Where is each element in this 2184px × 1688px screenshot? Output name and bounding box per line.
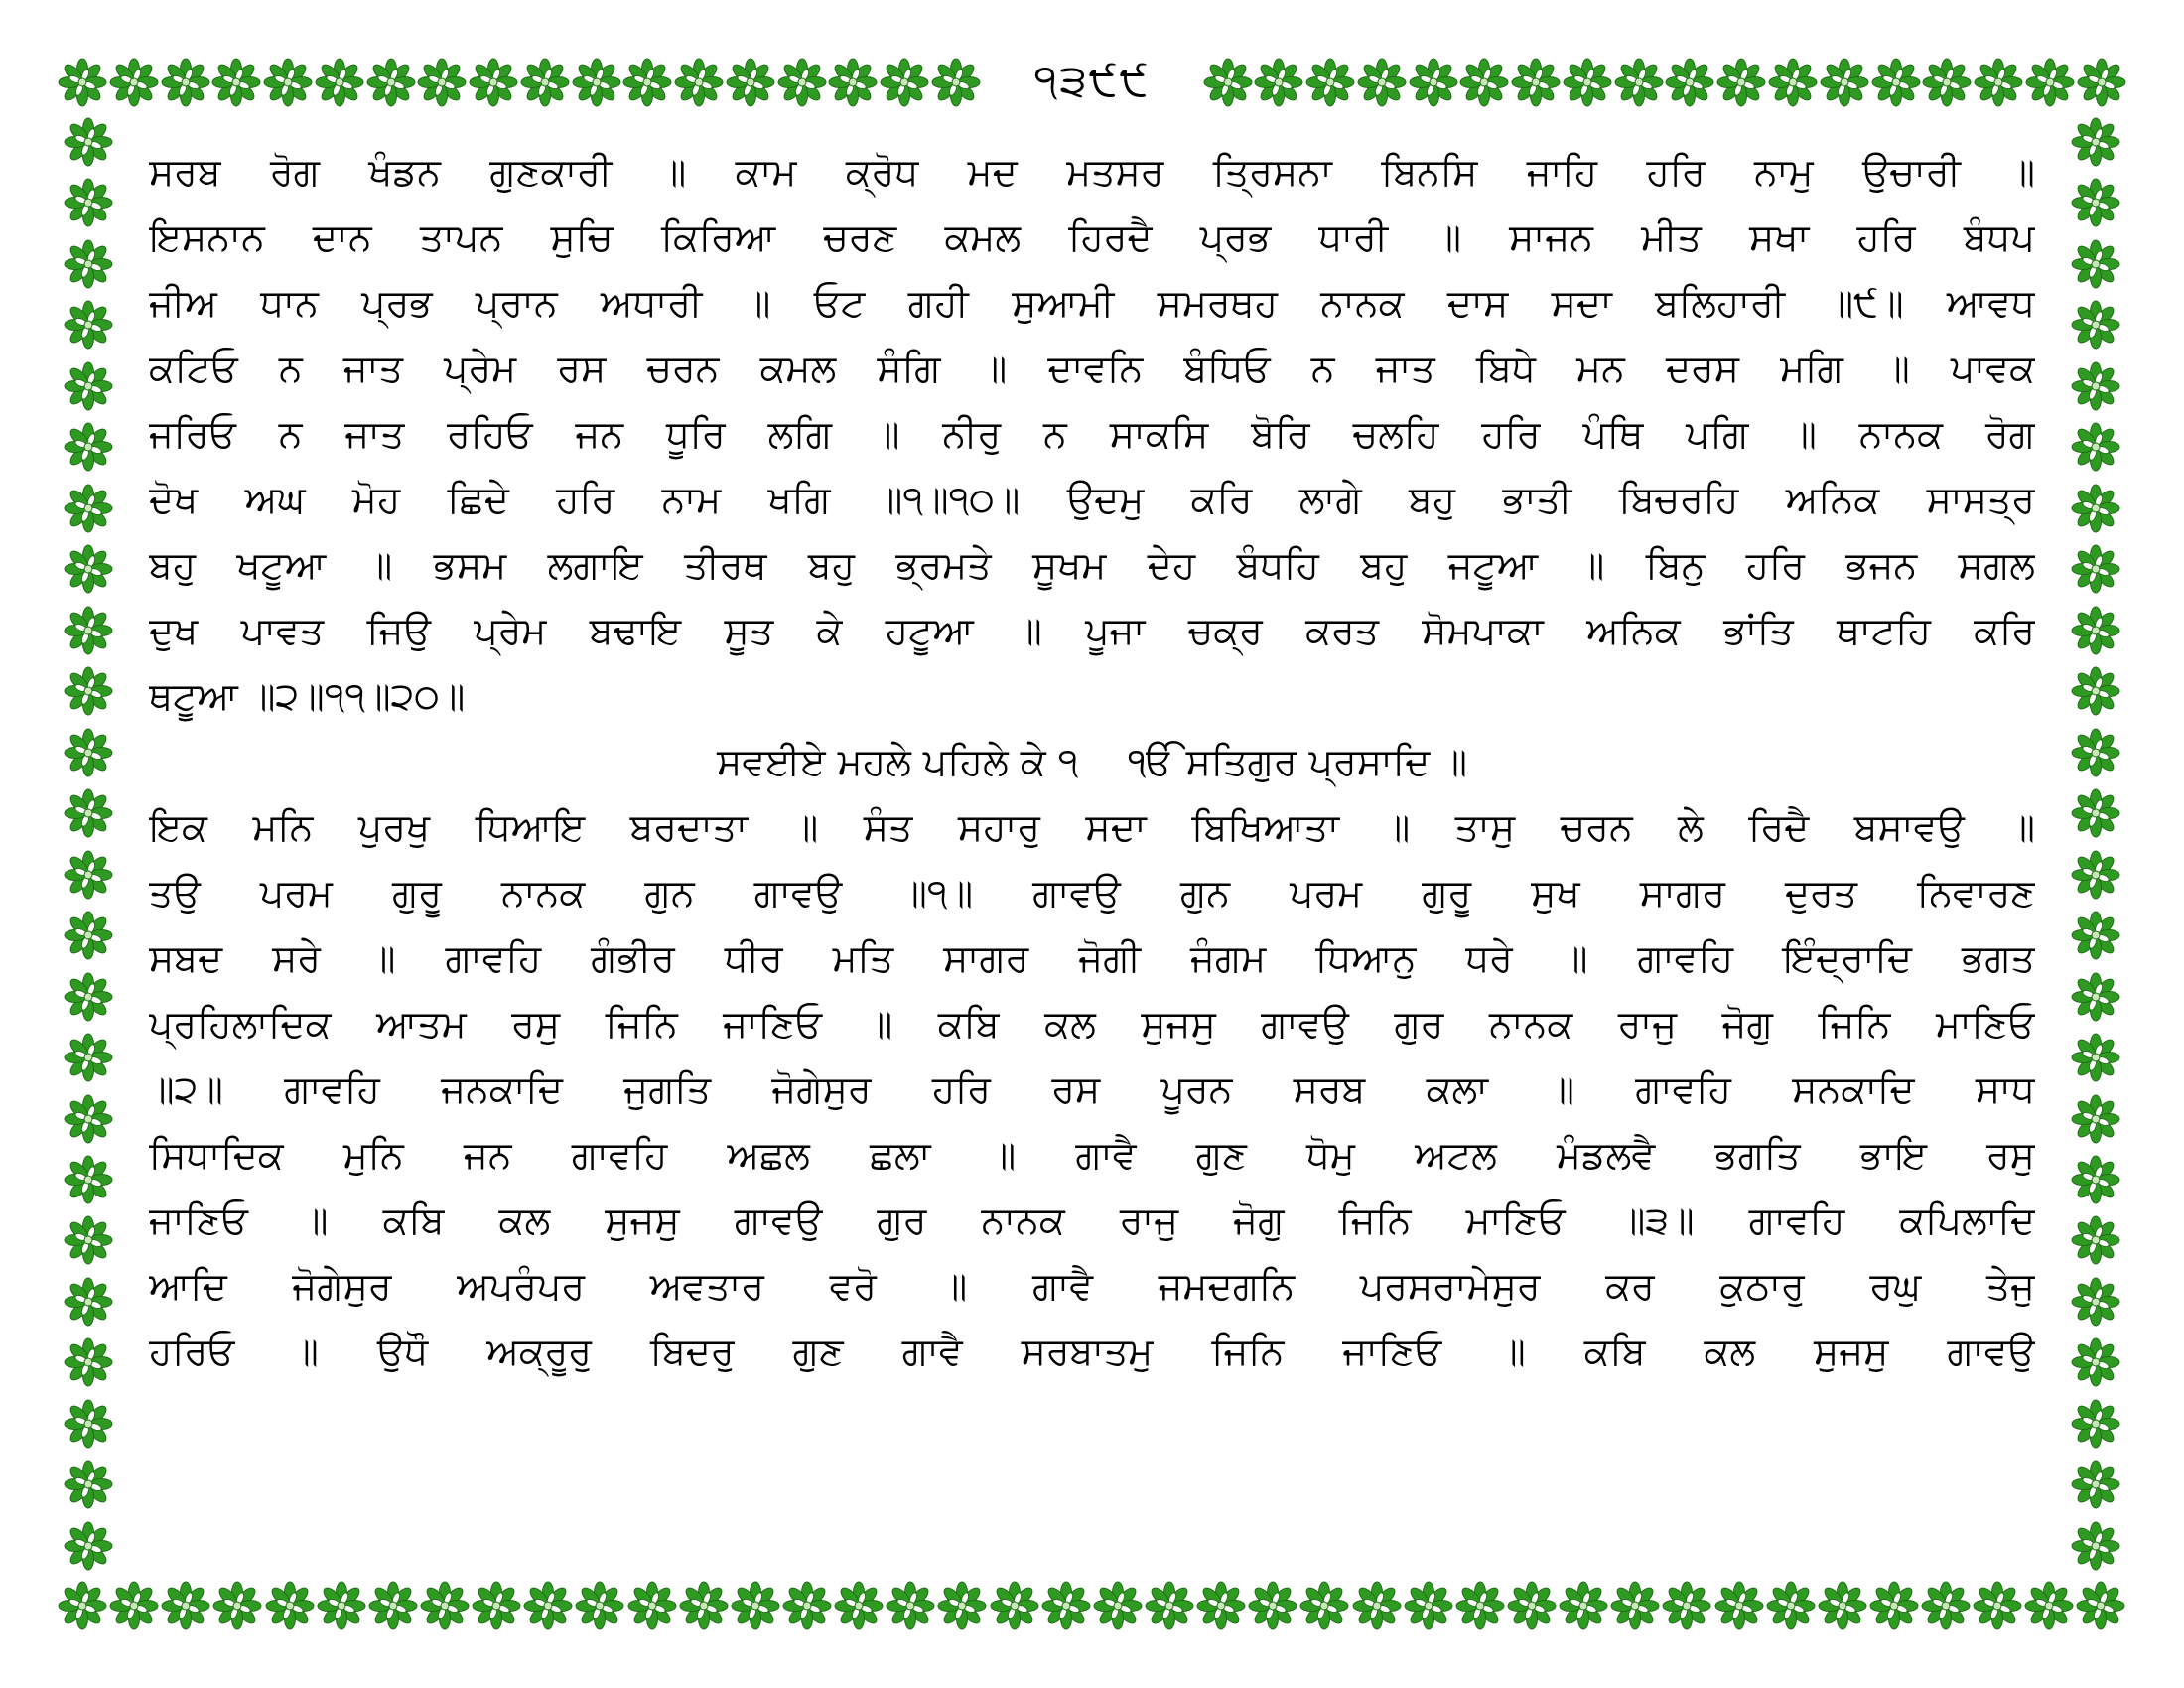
flower-icon — [1714, 1581, 1764, 1630]
flower-icon — [2024, 1581, 2074, 1630]
page-number-text: ੧੩੯੯ — [1017, 56, 1168, 106]
flower-icon — [1041, 1581, 1091, 1630]
text-line: ਸਿਧਾਦਿਕ ਮੁਨਿ ਜਨ ਗਾਵਹਿ ਅਛਲ ਛਲਾ ॥ ਗਾਵੈ ਗੁਣ ਧੋਮੁ ਅਟਲ ਮੰਡਲਵੈ ਭਗਤਿ ਭਾਇ ਰਸੁ — [149, 1133, 2035, 1177]
scripture-text — [149, 139, 2035, 1384]
text-line: ਆਦਿ ਜੋਗੇਸੁਰ ਅਪਰੰਪਰ ਅਵਤਾਰ ਵਰੋ ॥ ਗਾਵੈ ਜਮਦਗਨਿ ਪਰਸਰਾਮੇਸੁਰ ਕਰ ਕੁਠਾਰੁ ਰਘੁ ਤੇਜੁ — [149, 1264, 2035, 1308]
flower-icon — [64, 666, 113, 716]
flower-icon — [2071, 300, 2120, 350]
flower-icon — [64, 728, 113, 777]
flower-icon — [64, 1155, 113, 1204]
text-line: ਤਉ ਪਰਮ ਗੁਰੂ ਨਾਨਕ ਗੁਨ ਗਾਵਉ ॥੧॥ ਗਾਵਉ ਗੁਨ ਪਰਮ ਗੁਰੂ ਸੁਖ ਸਾਗਰ ਦੁਰਤ ਨਿਵਾਰਣ — [149, 871, 2035, 914]
flower-icon — [2071, 1155, 2120, 1204]
flower-icon — [990, 1581, 1039, 1630]
text-line: ਜੀਅ ਧਾਨ ਪ੍ਰਭ ਪ੍ਰਾਨ ਅਧਾਰੀ ॥ ਓਟ ਗਹੀ ਸੁਆਮੀ ਸਮਰਥਹ ਨਾਨਕ ਦਾਸ ਸਦਾ ਬਲਿਹਾਰੀ ॥੯॥ ਆਵਧ — [149, 281, 2035, 325]
flower-icon — [2071, 606, 2120, 655]
flower-icon — [1662, 1581, 1711, 1630]
flower-icon — [64, 1460, 113, 1509]
flower-icon — [2071, 911, 2120, 960]
flower-icon — [64, 1521, 113, 1571]
flower-icon — [64, 1033, 113, 1082]
flower-icon — [1352, 1581, 1402, 1630]
flower-icon — [2071, 484, 2120, 533]
flower-icon — [575, 1581, 624, 1630]
flower-icon — [64, 361, 113, 411]
flower-icon — [64, 484, 113, 533]
flower-icon — [679, 1581, 729, 1630]
flower-icon — [2071, 1277, 2120, 1327]
flower-icon — [2076, 1581, 2125, 1630]
flower-icon — [1921, 1581, 1971, 1630]
flower-icon — [64, 300, 113, 350]
flower-icon — [64, 788, 113, 838]
flower-icon — [2071, 422, 2120, 472]
flower-icon — [2071, 1215, 2120, 1265]
flower-icon — [2071, 666, 2120, 716]
flower-icon — [64, 850, 113, 900]
text-line: ਹਰਿਓ ॥ ਉਧੌ ਅਕ੍ਰੂਰੁ ਬਿਦਰੁ ਗੁਣ ਗਾਵੈ ਸਰਬਾਤਮੁ ਜਿਨਿ ਜਾਣਿਓ ॥ ਕਬਿ ਕਲ ਸੁਜਸੁ ਗਾਵਉ — [149, 1330, 2035, 1373]
flower-icon — [2071, 239, 2120, 289]
flower-icon — [1973, 1581, 2022, 1630]
flower-icon — [1248, 1581, 1297, 1630]
flower-icon — [2071, 544, 2120, 594]
flower-icon — [2071, 1399, 2120, 1449]
flower-icon — [64, 1094, 113, 1144]
flower-icon — [2071, 850, 2120, 900]
flower-icon — [64, 606, 113, 655]
flower-icon — [2071, 728, 2120, 777]
flower-icon — [2071, 1094, 2120, 1144]
flower-icon — [523, 1581, 573, 1630]
flower-icon — [1299, 1581, 1349, 1630]
flower-icon — [317, 1581, 366, 1630]
flower-icon — [627, 1581, 677, 1630]
flower-icon — [1196, 1581, 1246, 1630]
flower-icon — [1818, 1581, 1867, 1630]
flower-icon — [2071, 1521, 2120, 1571]
flower-icon — [64, 178, 113, 227]
flower-icon — [212, 1581, 262, 1630]
text-line: ਦੁਖ ਪਾਵਤ ਜਿਉ ਪ੍ਰੇਮ ਬਢਾਇ ਸੂਤ ਕੇ ਹਟੂਆ ॥ ਪੂਜਾ ਚਕ੍ਰ ਕਰਤ ਸੋਮਪਾਕਾ ਅਨਿਕ ਭਾਂਤਿ ਥਾਟਹਿ ਕਰਿ — [149, 609, 2035, 652]
flower-icon — [2071, 1337, 2120, 1387]
flower-icon — [2071, 788, 2120, 838]
heading-title: ਸਵਈਏ ਮਹਲੇ ਪਹਿਲੇ ਕੇ ੧ — [717, 740, 1079, 783]
flower-icon — [64, 1337, 113, 1387]
text-line: ਸਬਦ ਸਰੇ ॥ ਗਾਵਹਿ ਗੰਭੀਰ ਧੀਰ ਮਤਿ ਸਾਗਰ ਜੋਗੀ ਜੰਗਮ ਧਿਆਨੁ ਧਰੇ ॥ ਗਾਵਹਿ ਇੰਦ੍ਰਾਦਿ ਭਗਤ — [149, 936, 2035, 980]
flower-icon — [161, 1581, 210, 1630]
flower-icon — [1559, 1581, 1608, 1630]
flower-icon — [64, 239, 113, 289]
right-flower-border — [2065, 117, 2126, 1571]
flower-icon — [834, 1581, 884, 1630]
flower-icon — [1610, 1581, 1660, 1630]
page-number — [0, 56, 2184, 106]
flower-icon — [64, 972, 113, 1022]
text-line: ॥੨॥ ਗਾਵਹਿ ਜਨਕਾਦਿ ਜੁਗਤਿ ਜੋਗੇਸੁਰ ਹਰਿ ਰਸ ਪੂਰਨ ਸਰਬ ਕਲਾ ॥ ਗਾਵਹਿ ਸਨਕਾਦਿ ਸਾਧ — [149, 1067, 2035, 1111]
bottom-flower-border — [58, 1575, 2126, 1636]
flower-icon — [782, 1581, 832, 1630]
flower-icon — [64, 1399, 113, 1449]
text-line: ਜਾਣਿਓ ॥ ਕਬਿ ਕਲ ਸੁਜਸੁ ਗਾਵਉ ਗੁਰ ਨਾਨਕ ਰਾਜੁ ਜੋਗੁ ਜਿਨਿ ਮਾਣਿਓ ॥੩॥ ਗਾਵਹਿ ਕਪਿਲਾਦਿ — [149, 1198, 2035, 1242]
left-flower-border — [58, 117, 119, 1571]
flower-icon — [2071, 1460, 2120, 1509]
flower-icon — [1455, 1581, 1505, 1630]
flower-icon — [64, 1277, 113, 1327]
flower-icon — [2071, 117, 2120, 167]
flower-icon — [2071, 972, 2120, 1022]
flower-icon — [1869, 1581, 1919, 1630]
text-line: ਇਕ ਮਨਿ ਪੁਰਖੁ ਧਿਆਇ ਬਰਦਾਤਾ ॥ ਸੰਤ ਸਹਾਰੁ ਸਦਾ ਬਿਖਿਆਤਾ ॥ ਤਾਸੁ ਚਰਨ ਲੇ ਰਿਦੈ ਬਸਾਵਉ ॥ — [149, 805, 2035, 849]
flower-icon — [1404, 1581, 1453, 1630]
text-line: ਦੋਖ ਅਘ ਮੋਹ ਛਿਦੇ ਹਰਿ ਨਾਮ ਖਗਿ ॥੧॥੧੦॥ ਉਦਮੁ ਕਰਿ ਲਾਗੇ ਬਹੁ ਭਾਤੀ ਬਿਚਰਹਿ ਅਨਿਕ ਸਾਸਤ੍ਰ — [149, 478, 2035, 521]
flower-icon — [886, 1581, 935, 1630]
flower-icon — [420, 1581, 470, 1630]
text-line: ਇਸਨਾਨ ਦਾਨ ਤਾਪਨ ਸੁਚਿ ਕਿਰਿਆ ਚਰਣ ਕਮਲ ਹਿਰਦੈ ਪ੍ਰਭ ਧਾਰੀ ॥ ਸਾਜਨ ਮੀਤ ਸਖਾ ਹਰਿ ਬੰਧਪ — [149, 215, 2035, 259]
flower-icon — [64, 117, 113, 167]
text-line: ਸਰਬ ਰੋਗ ਖੰਡਨ ਗੁਣਕਾਰੀ ॥ ਕਾਮ ਕ੍ਰੋਧ ਮਦ ਮਤਸਰ ਤ੍ਰਿਸਨਾ ਬਿਨਸਿ ਜਾਹਿ ਹਰਿ ਨਾਮੁ ਉਚਾਰੀ ॥ — [149, 150, 2035, 194]
flower-icon — [368, 1581, 418, 1630]
section-heading — [149, 729, 2035, 794]
text-line: ਕਟਿਓ ਨ ਜਾਤ ਪ੍ਰੇਮ ਰਸ ਚਰਨ ਕਮਲ ਸੰਗਿ ॥ ਦਾਵਨਿ ਬੰਧਿਓ ਨ ਜਾਤ ਬਿਧੇ ਮਨ ਦਰਸ ਮਗਿ ॥ ਪਾਵਕ — [149, 347, 2035, 390]
heading-invocation: ੴ ਸਤਿਗੁਰ ਪ੍ਰਸਾਦਿ ॥ — [1128, 740, 1467, 783]
text-line: ਪ੍ਰਹਿਲਾਦਿਕ ਆਤਮ ਰਸੁ ਜਿਨਿ ਜਾਣਿਓ ॥ ਕਬਿ ਕਲ ਸੁਜਸੁ ਗਾਵਉ ਗੁਰ ਨਾਨਕ ਰਾਜੁ ਜੋਗੁ ਜਿਨਿ ਮਾਣਿਓ — [149, 1002, 2035, 1046]
flower-icon — [58, 1581, 107, 1630]
flower-icon — [2071, 178, 2120, 227]
flower-icon — [265, 1581, 315, 1630]
flower-icon — [64, 422, 113, 472]
flower-icon — [64, 911, 113, 960]
text-line: ਥਟੂਆ ॥੨॥੧੧॥੨੦॥ — [149, 674, 466, 718]
text-line: ਬਹੁ ਖਟੂਆ ॥ ਭਸਮ ਲਗਾਇ ਤੀਰਥ ਬਹੁ ਭ੍ਰਮਤੇ ਸੂਖਮ ਦੇਹ ਬੰਧਹਿ ਬਹੁ ਜਟੂਆ ॥ ਬਿਨੁ ਹਰਿ ਭਜਨ ਸਗਲ — [149, 543, 2035, 587]
flower-icon — [1766, 1581, 1816, 1630]
flower-icon — [937, 1581, 987, 1630]
flower-icon — [1507, 1581, 1557, 1630]
flower-icon — [64, 1215, 113, 1265]
flower-icon — [2071, 361, 2120, 411]
flower-icon — [472, 1581, 521, 1630]
flower-icon — [731, 1581, 780, 1630]
flower-icon — [1145, 1581, 1194, 1630]
flower-icon — [1093, 1581, 1143, 1630]
flower-icon — [64, 544, 113, 594]
text-line: ਜਰਿਓ ਨ ਜਾਤ ਰਹਿਓ ਜਨ ਧੂਰਿ ਲਗਿ ॥ ਨੀਰੁ ਨ ਸਾਕਸਿ ਬੋਰਿ ਚਲਹਿ ਹਰਿ ਪੰਥਿ ਪਗਿ ॥ ਨਾਨਕ ਰੋਗ — [149, 412, 2035, 456]
flower-icon — [2071, 1033, 2120, 1082]
flower-icon — [109, 1581, 159, 1630]
